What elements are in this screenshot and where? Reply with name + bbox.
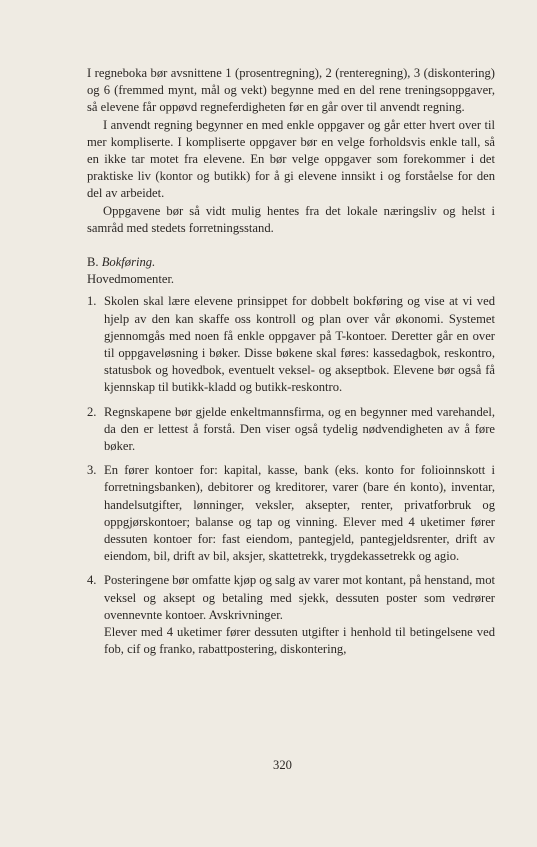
list-item — [87, 572, 495, 658]
item-text: Posteringene bør omfatte kjøp og salg av varer mot kontant, på henstand, mot veksel og aksept og betaling med sjekk, dessuten poster som vedrører ovennevnte kontoer. Avskrivninger. — [104, 573, 496, 622]
paragraph: I regneboka bør avsnittene 1 (prosentregning), 2 (renteregning), 3 (diskontering) og 6 (fremmed mynt, mål og vekt) begynne med en del rene treningsoppgaver, så elevene får oppøvd regneferdigheten før en går over til anvendt regning. — [87, 66, 495, 115]
subheading: Hovedmomenter. — [87, 272, 175, 287]
item-text: Skolen skal lære elevene prinsippet for dobbelt bokføring og vise at vi ved hjelp av den kan skaffe oss kontroll og plan over vår økonomi. Systemet gjennomgås med noen få enkle oppgaver på T-kontoer. Deretter går en over til oppgaveløsning i bøker. Disse bøkene skal føres: kassedagbok, reskontro, statusbok og hovedbok, eventuelt veksel- og akseptbok. Elevene bør også få kjennskap til butikk-kladd og butikk-reskontro. — [104, 294, 495, 395]
body-text — [87, 65, 495, 666]
section-letter: B. — [87, 255, 99, 270]
item-number: 3. — [87, 463, 97, 478]
paragraph: Oppgavene bør så vidt mulig hentes fra det lokale næringsliv og helst i samråd med stedets forretningsstand. — [87, 203, 495, 235]
section-title: Bokføring. — [101, 255, 156, 270]
section-heading — [87, 254, 495, 271]
item-number: 1. — [87, 294, 97, 309]
item-text: Regnskapene bør gjelde enkeltmannsfirma, og en begynner med varehandel, da den er lettest å forstå. Den viser også tydelig nødvendigheten av å føre bøker. — [104, 404, 495, 454]
item-text: En fører kontoer for: kapital, kasse, bank (eks. konto for folioinnskott i forretningsbanken), debitorer og kreditorer, varer (bare én konto), inventar, handelsutgifter, lønninger, veksler, aksepter, renter, privatforbruk og oppgjørskontoer; balanse og tap og vinning. Elever med 4 uketimer fører dessuten kontoer for: fast eiendom, pantegjeld, pantegjeldsrenter, drift av eiendom, bil, drift av bil, aksjer, skattetrekk, trygdekassetrekk og agio. — [104, 463, 495, 564]
item-text: Elever med 4 uketimer fører dessuten utgifter i henhold til betingelsene ved fob, cif og franko, rabattpostering, diskontering, — [104, 625, 495, 657]
item-number: 2. — [87, 404, 97, 419]
numbered-list — [87, 293, 495, 658]
list-item — [87, 462, 495, 565]
paragraph: I anvendt regning begynner en med enkle oppgaver og går etter hvert over til mer kompliserte. I kompliserte oppgaver bør en velge forholdsvis enkle tall, så en ikke tar motet fra elevene. En bør velge oppgaver som forekommer i det praktiske liv (kontor og butikk) for å gi elevene innsikt i og forståelse for den del av arbeidet. — [87, 117, 495, 201]
list-item — [87, 404, 495, 456]
list-item — [87, 293, 495, 396]
item-number: 4. — [87, 573, 97, 588]
page-number: 320 — [273, 758, 292, 772]
